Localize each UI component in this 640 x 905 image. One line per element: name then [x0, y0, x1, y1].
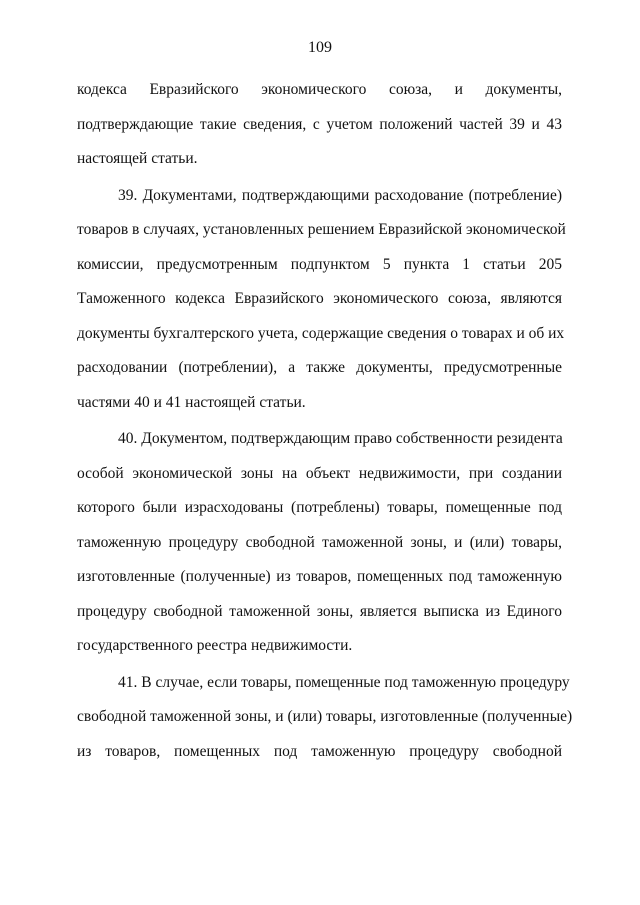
text-line: из товаров, помещенных под таможенную процедуру свободной [77, 742, 562, 760]
text-line: расходовании (потреблении), а также документы, предусмотренные [77, 359, 562, 376]
text-line: Таможенного кодекса Евразийского экономического союза, являются [77, 290, 562, 307]
paragraph-40 [77, 422, 562, 664]
paragraph-continuation [77, 73, 562, 177]
text-line: документы бухгалтерского учета, содержащие сведения о товарах и об их [77, 324, 565, 342]
text-line: 39. Документами, подтверждающими расходование (потребление) [118, 186, 562, 204]
text-line: процедуру свободной таможенной зоны, является выписка из Единого [77, 602, 562, 620]
page-number: 109 [308, 39, 332, 56]
text-line: особой экономической зоны на объект недвижимости, при создании [77, 464, 562, 482]
text-line: государственного реестра недвижимости. [77, 637, 353, 654]
text-line: настоящей статьи. [77, 150, 198, 167]
text-line: изготовленные (полученные) из товаров, помещенных под таможенную [77, 568, 562, 585]
document-body [77, 73, 573, 769]
text-line: 40. Документом, подтверждающим право собственности резидента [118, 430, 563, 447]
text-line: кодекса Евразийского экономического союза, и документы, [77, 81, 562, 98]
paragraph-39 [77, 179, 566, 421]
text-line: которого были израсходованы (потреблены) товары, помещенные под [77, 499, 562, 516]
paragraph-41 [77, 666, 573, 770]
text-line: 41. В случае, если товары, помещенные под таможенную процедуру [118, 673, 570, 691]
text-line: частями 40 и 41 настоящей статьи. [77, 393, 306, 411]
text-line: свободной таможенной зоны, и (или) товары, изготовленные (полученные) [77, 708, 573, 725]
text-line: подтверждающие такие сведения, с учетом положений частей 39 и 43 [77, 115, 562, 133]
text-line: товаров в случаях, установленных решением Евразийской экономической [77, 221, 566, 238]
text-line: таможенную процедуру свободной таможенной зоны, и (или) товары, [77, 533, 562, 551]
text-line: комиссии, предусмотренным подпунктом 5 пункта 1 статьи 205 [77, 255, 562, 273]
